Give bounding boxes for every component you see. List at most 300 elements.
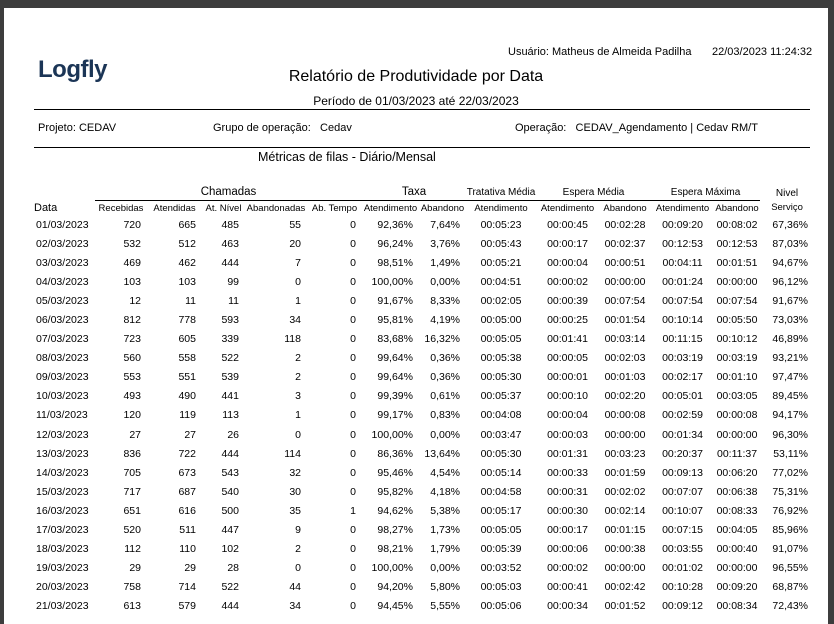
table-cell: 00:00:00 bbox=[716, 428, 758, 441]
divider-section bbox=[34, 147, 810, 148]
projeto-filter: Projeto: CEDAV bbox=[38, 122, 117, 134]
table-cell: 0 bbox=[350, 218, 356, 231]
table-cell: 00:02:05 bbox=[480, 294, 522, 307]
table-cell: 91,67% bbox=[772, 294, 809, 307]
table-cell: 00:00:00 bbox=[604, 428, 646, 441]
table-cell: 720 bbox=[123, 218, 141, 231]
table-cell: 539 bbox=[221, 371, 239, 384]
divider-top bbox=[34, 109, 810, 110]
table-cell: 00:06:38 bbox=[716, 485, 758, 498]
table-cell: 67,36% bbox=[772, 218, 809, 231]
table-cell: 00:01:15 bbox=[604, 524, 646, 537]
table-cell: 558 bbox=[178, 352, 196, 365]
table-cell: 0,36% bbox=[430, 352, 461, 365]
table-cell: 00:08:02 bbox=[716, 218, 758, 231]
table-cell: 34 bbox=[289, 314, 301, 327]
table-cell: 00:03:52 bbox=[480, 562, 522, 575]
table-row bbox=[34, 482, 814, 501]
table-cell: 75,31% bbox=[772, 485, 809, 498]
table-cell: 00:00:01 bbox=[547, 371, 588, 384]
table-cell: 00:05:05 bbox=[480, 333, 522, 346]
table-cell: 85,96% bbox=[772, 524, 809, 537]
table-cell: 714 bbox=[178, 581, 196, 594]
group-chamadas: Chamadas bbox=[95, 178, 362, 201]
table-cell: 522 bbox=[221, 352, 239, 365]
table-cell: 00:00:41 bbox=[547, 581, 588, 594]
table-cell: 00:05:01 bbox=[662, 390, 703, 403]
table-cell: 94,17% bbox=[772, 409, 809, 422]
table-cell: 00:00:51 bbox=[604, 256, 646, 269]
table-cell: 00:00:34 bbox=[547, 600, 588, 613]
table-cell: 616 bbox=[178, 504, 196, 517]
table-cell: 00:04:11 bbox=[662, 256, 703, 269]
table-cell: 55 bbox=[289, 218, 301, 231]
table-cell: 11 bbox=[228, 294, 239, 307]
table-cell: 00:02:20 bbox=[604, 390, 646, 403]
col-espera-media-abandono: Abandono bbox=[603, 202, 647, 214]
table-row bbox=[34, 253, 814, 272]
col-recebidas: Recebidas bbox=[98, 202, 144, 214]
table-cell: 540 bbox=[221, 485, 239, 498]
report-datetime: 22/03/2023 11:24:32 bbox=[712, 46, 813, 58]
table-cell: 102 bbox=[221, 543, 239, 556]
table-cell: 11 bbox=[185, 294, 196, 307]
table-cell: 0 bbox=[350, 562, 356, 575]
table-cell: 1,49% bbox=[430, 256, 461, 269]
table-cell: 99,17% bbox=[377, 409, 413, 422]
table-cell: 16,32% bbox=[424, 333, 461, 346]
table-cell: 00:05:05 bbox=[480, 524, 522, 537]
table-cell: 00:02:14 bbox=[604, 504, 646, 517]
table-cell: 46,89% bbox=[772, 333, 809, 346]
table-cell: 00:12:53 bbox=[662, 237, 703, 250]
operacao-filter: Operação: CEDAV_Agendamento | Cedav RM/T bbox=[515, 122, 758, 134]
col-espera-maxima-abandono: Abandono bbox=[715, 202, 759, 214]
table-cell: 77,02% bbox=[772, 466, 809, 479]
table-cell: 00:01:41 bbox=[547, 333, 588, 346]
table-cell: 512 bbox=[178, 237, 196, 250]
table-cell: 0 bbox=[350, 485, 356, 498]
table-cell: 00:11:37 bbox=[716, 447, 758, 460]
table-cell: 444 bbox=[221, 256, 239, 269]
table-cell: 447 bbox=[221, 524, 239, 537]
table-cell: 19/03/2023 bbox=[36, 562, 89, 575]
table-cell: 469 bbox=[123, 256, 141, 269]
table-cell: 00:00:05 bbox=[547, 352, 588, 365]
table-cell: 00:01:24 bbox=[662, 275, 703, 288]
table-cell: 0,00% bbox=[430, 275, 461, 288]
table-cell: 29 bbox=[129, 562, 141, 575]
table-cell: 94,20% bbox=[377, 581, 413, 594]
table-cell: 0,36% bbox=[430, 371, 461, 384]
col-data: Data bbox=[34, 201, 58, 214]
table-cell: 94,62% bbox=[377, 504, 413, 517]
table-cell: 00:11:15 bbox=[662, 333, 703, 346]
table-cell: 673 bbox=[178, 466, 196, 479]
table-cell: 00:00:17 bbox=[547, 237, 588, 250]
table-cell: 00:10:14 bbox=[662, 314, 703, 327]
table-cell: 11/03/2023 bbox=[36, 409, 88, 422]
table-cell: 13/03/2023 bbox=[36, 447, 89, 460]
col-tratativa-atendimento: Atendimento bbox=[474, 202, 528, 214]
table-cell: 00:00:02 bbox=[547, 275, 588, 288]
table-cell: 00:00:31 bbox=[547, 485, 588, 498]
user-label: Usuário: Matheus de Almeida Padilha bbox=[508, 46, 692, 58]
section-title: Métricas de filas - Diário/Mensal bbox=[258, 150, 436, 164]
table-cell: 553 bbox=[123, 371, 141, 384]
table-cell: 0 bbox=[350, 333, 356, 346]
table-cell: 35 bbox=[289, 504, 301, 517]
table-cell: 00:01:31 bbox=[547, 447, 588, 460]
table-cell: 113 bbox=[222, 409, 239, 422]
table-cell: 493 bbox=[123, 390, 141, 403]
table-cell: 00:05:17 bbox=[480, 504, 522, 517]
table-cell: 0 bbox=[350, 294, 356, 307]
table-cell: 0 bbox=[350, 447, 356, 460]
table-cell: 00:02:42 bbox=[604, 581, 646, 594]
table-cell: 500 bbox=[221, 504, 239, 517]
table-cell: 00:00:30 bbox=[547, 504, 588, 517]
table-cell: 00:07:54 bbox=[716, 294, 758, 307]
table-cell: 99,39% bbox=[377, 390, 413, 403]
table-cell: 579 bbox=[178, 600, 196, 613]
table-cell: 00:00:33 bbox=[547, 466, 588, 479]
table-cell: 7,64% bbox=[430, 218, 461, 231]
table-cell: 00:05:03 bbox=[480, 581, 522, 594]
table-cell: 114 bbox=[284, 447, 301, 460]
table-cell: 01/03/2023 bbox=[36, 218, 89, 231]
table-cell: 0,83% bbox=[430, 409, 461, 422]
column-header-row bbox=[34, 201, 814, 216]
table-cell: 444 bbox=[221, 447, 239, 460]
table-cell: 00:08:33 bbox=[716, 504, 758, 517]
table-cell: 08/03/2023 bbox=[36, 352, 89, 365]
table-row bbox=[34, 272, 814, 291]
table-cell: 00:05:43 bbox=[480, 237, 522, 250]
table-cell: 00:00:02 bbox=[547, 562, 588, 575]
table-cell: 13,64% bbox=[424, 447, 461, 460]
table-cell: 5,38% bbox=[430, 504, 461, 517]
table-cell: 00:03:23 bbox=[604, 447, 646, 460]
table-cell: 543 bbox=[221, 466, 239, 479]
table-cell: 00:01:51 bbox=[716, 256, 758, 269]
table-cell: 00:12:53 bbox=[716, 237, 758, 250]
logfly-logo: Logfly bbox=[38, 56, 107, 83]
table-cell: 00:00:08 bbox=[716, 409, 758, 422]
table-cell: 722 bbox=[178, 447, 196, 460]
table-cell: 0 bbox=[350, 371, 356, 384]
table-cell: 87,03% bbox=[772, 237, 809, 250]
table-cell: 68,87% bbox=[772, 581, 809, 594]
table-cell: 0,00% bbox=[430, 428, 461, 441]
table-cell: 444 bbox=[221, 600, 239, 613]
table-cell: 462 bbox=[178, 256, 196, 269]
table-cell: 99 bbox=[227, 275, 239, 288]
table-cell: 32 bbox=[289, 466, 301, 479]
table-cell: 00:08:34 bbox=[716, 600, 758, 613]
table-cell: 00:07:54 bbox=[662, 294, 703, 307]
table-row bbox=[34, 215, 814, 234]
table-cell: 00:03:19 bbox=[716, 352, 758, 365]
table-cell: 00:00:03 bbox=[547, 428, 588, 441]
table-cell: 96,55% bbox=[772, 562, 809, 575]
group-taxa: Taxa bbox=[362, 178, 466, 201]
table-cell: 0 bbox=[350, 237, 356, 250]
table-row bbox=[34, 387, 814, 406]
col-servico: Serviço bbox=[771, 202, 803, 214]
group-tratativa: Tratativa Média bbox=[466, 178, 536, 201]
table-cell: 00:01:10 bbox=[716, 371, 758, 384]
table-row bbox=[34, 444, 814, 463]
table-cell: 97,47% bbox=[772, 371, 809, 384]
table-cell: 1 bbox=[350, 504, 356, 517]
table-cell: 00:04:51 bbox=[480, 275, 522, 288]
table-cell: 3 bbox=[295, 390, 301, 403]
table-cell: 0 bbox=[350, 466, 356, 479]
table-row bbox=[34, 597, 814, 616]
col-atendidas: Atendidas bbox=[153, 202, 196, 214]
table-cell: 00:10:07 bbox=[662, 504, 703, 517]
table-cell: 490 bbox=[178, 390, 196, 403]
table-cell: 00:02:28 bbox=[604, 218, 646, 231]
table-cell: 778 bbox=[178, 314, 196, 327]
table-row bbox=[34, 425, 814, 444]
table-cell: 551 bbox=[178, 371, 196, 384]
table-cell: 00:02:03 bbox=[604, 352, 646, 365]
table-cell: 100,00% bbox=[371, 428, 413, 441]
table-cell: 16/03/2023 bbox=[36, 504, 89, 517]
table-cell: 4,18% bbox=[430, 485, 461, 498]
table-cell: 96,30% bbox=[772, 428, 809, 441]
table-cell: 00:02:02 bbox=[604, 485, 646, 498]
table-row bbox=[34, 559, 814, 578]
table-cell: 836 bbox=[123, 447, 141, 460]
table-cell: 5,80% bbox=[430, 581, 461, 594]
table-cell: 8,33% bbox=[430, 294, 461, 307]
table-cell: 3,76% bbox=[430, 237, 461, 250]
table-cell: 98,21% bbox=[377, 543, 413, 556]
table-cell: 00:00:00 bbox=[604, 275, 646, 288]
table-cell: 03/03/2023 bbox=[36, 256, 89, 269]
table-row bbox=[34, 368, 814, 387]
table-cell: 0 bbox=[350, 543, 356, 556]
table-cell: 00:03:05 bbox=[716, 390, 758, 403]
table-row bbox=[34, 406, 814, 425]
table-cell: 00:02:17 bbox=[662, 371, 703, 384]
table-cell: 27 bbox=[129, 428, 141, 441]
table-cell: 00:03:14 bbox=[604, 333, 646, 346]
table-cell: 99,64% bbox=[377, 352, 413, 365]
table-cell: 2 bbox=[295, 352, 301, 365]
table-cell: 0 bbox=[295, 562, 301, 575]
table-cell: 119 bbox=[179, 409, 196, 422]
table-cell: 605 bbox=[178, 333, 196, 346]
table-cell: 00:00:25 bbox=[547, 314, 588, 327]
table-cell: 00:05:00 bbox=[480, 314, 522, 327]
table-cell: 812 bbox=[123, 314, 141, 327]
table-cell: 72,43% bbox=[772, 600, 809, 613]
table-cell: 560 bbox=[123, 352, 141, 365]
table-cell: 07/03/2023 bbox=[36, 333, 89, 346]
table-cell: 1,73% bbox=[430, 524, 461, 537]
table-cell: 00:00:45 bbox=[547, 218, 588, 231]
table-cell: 1 bbox=[295, 294, 301, 307]
table-cell: 00:05:30 bbox=[480, 447, 522, 460]
table-cell: 00:04:58 bbox=[480, 485, 522, 498]
table-cell: 00:05:06 bbox=[480, 600, 522, 613]
table-cell: 7 bbox=[295, 256, 301, 269]
table-cell: 00:04:05 bbox=[716, 524, 758, 537]
table-cell: 18/03/2023 bbox=[36, 543, 89, 556]
table-cell: 4,19% bbox=[430, 314, 461, 327]
table-cell: 96,24% bbox=[377, 237, 413, 250]
table-cell: 00:09:20 bbox=[716, 581, 758, 594]
table-cell: 73,03% bbox=[772, 314, 809, 327]
table-cell: 00:02:37 bbox=[604, 237, 646, 250]
table-cell: 0 bbox=[295, 428, 301, 441]
table-cell: 00:05:38 bbox=[480, 352, 522, 365]
col-taxa-abandono: Abandono bbox=[420, 202, 465, 214]
table-cell: 00:00:00 bbox=[604, 562, 646, 575]
table-cell: 00:00:38 bbox=[604, 543, 646, 556]
table-cell: 20 bbox=[289, 237, 301, 250]
table-cell: 2 bbox=[295, 371, 301, 384]
table-cell: 0 bbox=[350, 600, 356, 613]
table-cell: 34 bbox=[289, 600, 301, 613]
table-cell: 4,54% bbox=[430, 466, 461, 479]
table-row bbox=[34, 540, 814, 559]
table-cell: 94,45% bbox=[377, 600, 413, 613]
table-row bbox=[34, 501, 814, 520]
table-cell: 12/03/2023 bbox=[36, 428, 89, 441]
table-cell: 522 bbox=[221, 581, 239, 594]
table-cell: 120 bbox=[123, 409, 141, 422]
table-cell: 00:05:50 bbox=[716, 314, 758, 327]
table-cell: 94,67% bbox=[772, 256, 809, 269]
table-cell: 665 bbox=[178, 218, 196, 231]
col-at-nivel: At. Nível bbox=[205, 202, 242, 214]
table-cell: 0 bbox=[350, 256, 356, 269]
table-cell: 29 bbox=[184, 562, 196, 575]
table-cell: 705 bbox=[123, 466, 141, 479]
col-taxa-atendimento: Atendimento bbox=[363, 202, 418, 214]
table-cell: 00:00:17 bbox=[547, 524, 588, 537]
col-espera-media-atendimento: Atendimento bbox=[540, 202, 595, 214]
table-cell: 717 bbox=[123, 485, 141, 498]
table-row bbox=[34, 463, 814, 482]
table-cell: 83,68% bbox=[377, 333, 413, 346]
table-cell: 95,81% bbox=[377, 314, 413, 327]
table-cell: 441 bbox=[221, 390, 239, 403]
table-cell: 26 bbox=[227, 428, 239, 441]
table-row bbox=[34, 578, 814, 597]
table-cell: 103 bbox=[178, 275, 196, 288]
table-cell: 00:05:21 bbox=[480, 256, 522, 269]
table-cell: 00:20:37 bbox=[662, 447, 703, 460]
table-cell: 00:01:52 bbox=[604, 600, 646, 613]
col-espera-maxima-atendimento: Atendimento bbox=[655, 202, 710, 214]
table-cell: 2 bbox=[295, 543, 301, 556]
table-cell: 00:09:20 bbox=[662, 218, 703, 231]
table-cell: 21/03/2023 bbox=[36, 600, 89, 613]
table-cell: 112 bbox=[124, 543, 141, 556]
table-cell: 30 bbox=[289, 485, 301, 498]
table-cell: 100,00% bbox=[371, 562, 413, 575]
table-cell: 10/03/2023 bbox=[36, 390, 89, 403]
table-cell: 613 bbox=[123, 600, 141, 613]
table-row bbox=[34, 310, 814, 329]
table-cell: 28 bbox=[227, 562, 239, 575]
table-cell: 04/03/2023 bbox=[36, 275, 89, 288]
table-cell: 532 bbox=[123, 237, 141, 250]
table-cell: 00:05:23 bbox=[480, 218, 522, 231]
table-cell: 1 bbox=[295, 409, 301, 422]
table-cell: 02/03/2023 bbox=[36, 237, 89, 250]
table-cell: 0 bbox=[350, 390, 356, 403]
table-cell: 00:01:02 bbox=[662, 562, 703, 575]
table-cell: 100,00% bbox=[371, 275, 413, 288]
group-espera-maxima: Espera Máxima bbox=[651, 178, 760, 201]
table-cell: 110 bbox=[179, 543, 196, 556]
table-cell: 9 bbox=[295, 524, 301, 537]
table-cell: 593 bbox=[221, 314, 239, 327]
table-cell: 14/03/2023 bbox=[36, 466, 89, 479]
table-cell: 00:02:59 bbox=[662, 409, 703, 422]
report-page bbox=[4, 8, 828, 624]
table-cell: 0 bbox=[350, 581, 356, 594]
table-row bbox=[34, 291, 814, 310]
table-cell: 17/03/2023 bbox=[36, 524, 89, 537]
table-cell: 758 bbox=[123, 581, 141, 594]
table-cell: 12 bbox=[129, 294, 141, 307]
table-cell: 00:01:59 bbox=[604, 466, 646, 479]
table-cell: 00:00:00 bbox=[716, 275, 758, 288]
group-espera-media: Espera Média bbox=[536, 178, 651, 201]
table-cell: 1,79% bbox=[430, 543, 461, 556]
table-cell: 0 bbox=[295, 275, 301, 288]
group-nivel: Nivel bbox=[775, 187, 799, 199]
col-abandonadas: Abandonadas bbox=[246, 202, 306, 214]
table-cell: 00:05:30 bbox=[480, 371, 522, 384]
report-period: Período de 01/03/2023 até 22/03/2023 bbox=[313, 94, 519, 108]
table-cell: 95,46% bbox=[377, 466, 413, 479]
table-cell: 118 bbox=[284, 333, 301, 346]
report-title: Relatório de Produtividade por Data bbox=[288, 68, 544, 85]
table-cell: 00:05:39 bbox=[480, 543, 522, 556]
table-cell: 463 bbox=[221, 237, 239, 250]
table-cell: 00:10:28 bbox=[662, 581, 703, 594]
table-cell: 723 bbox=[123, 333, 141, 346]
table-cell: 00:00:00 bbox=[716, 562, 758, 575]
table-cell: 86,36% bbox=[377, 447, 413, 460]
table-cell: 91,07% bbox=[772, 543, 809, 556]
table-cell: 0 bbox=[350, 409, 356, 422]
table-cell: 00:05:14 bbox=[480, 466, 522, 479]
table-cell: 20/03/2023 bbox=[36, 581, 89, 594]
table-cell: 95,82% bbox=[377, 485, 413, 498]
table-cell: 0 bbox=[350, 352, 356, 365]
table-cell: 27 bbox=[184, 428, 196, 441]
table-cell: 511 bbox=[179, 524, 196, 537]
table-cell: 687 bbox=[178, 485, 196, 498]
table-cell: 103 bbox=[123, 275, 141, 288]
table-cell: 651 bbox=[123, 504, 141, 517]
table-cell: 00:00:06 bbox=[547, 543, 588, 556]
table-cell: 00:05:37 bbox=[480, 390, 522, 403]
table-cell: 89,45% bbox=[772, 390, 809, 403]
table-cell: 09/03/2023 bbox=[36, 371, 89, 384]
table-cell: 98,51% bbox=[377, 256, 413, 269]
